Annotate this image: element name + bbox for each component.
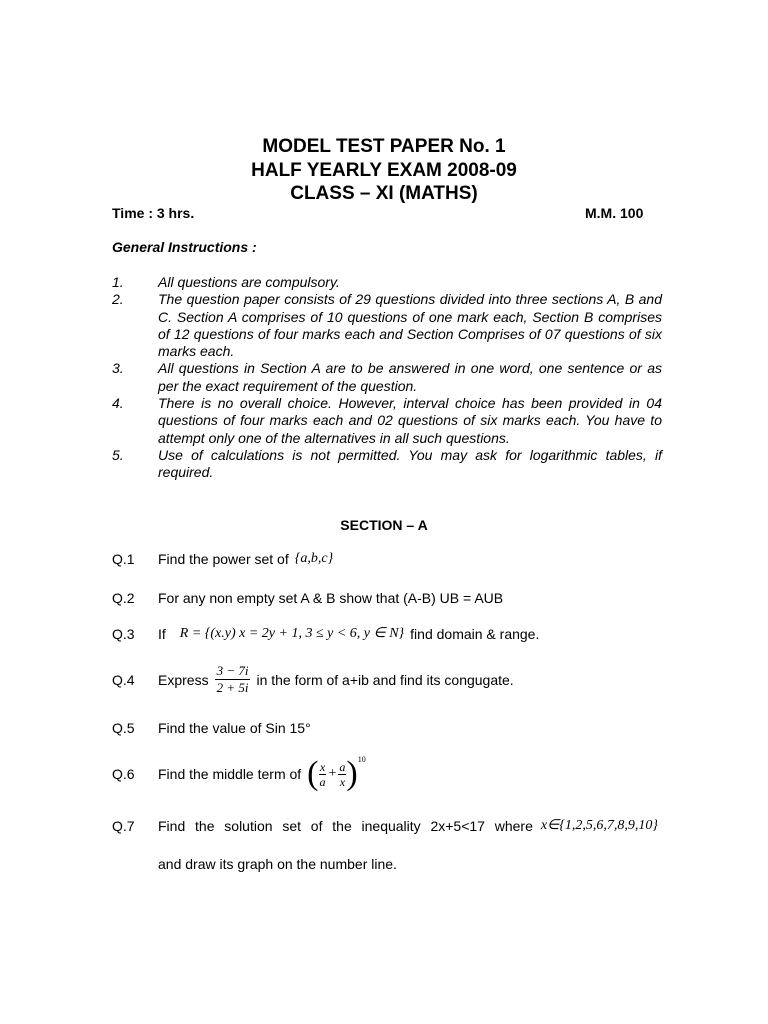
- instruction-number: 4.: [112, 395, 124, 412]
- instruction-item: [112, 447, 662, 482]
- instruction-text: All questions in Section A are to be answered in one word, one sentence or as per the exact requirement of the question.: [158, 360, 662, 394]
- question-text: For any non empty set A & B show that (A-B) UB = AUB: [158, 590, 504, 606]
- fraction-numerator: 3 − 7i: [216, 663, 249, 678]
- instruction-number: 3.: [112, 360, 124, 377]
- question-2: [112, 590, 503, 606]
- question-7-continued: [158, 856, 397, 872]
- question-number: Q.5: [112, 720, 135, 736]
- max-marks-label: M.M. 100: [585, 205, 644, 221]
- set-expression: x∈{1,2,5,6,7,8,9,10}: [540, 818, 658, 833]
- time-label: Time : 3 hrs.: [112, 205, 195, 221]
- right-paren: ): [346, 755, 358, 792]
- relation-expression: R = {(x.y) x = 2y + 1, 3 ≤ y < 6, y ∈ N}: [179, 626, 405, 641]
- question-suffix: find domain & range.: [410, 625, 540, 642]
- question-text: Find the solution set of the inequality 2x+5<17 where: [158, 817, 533, 834]
- question-number: Q.4: [112, 671, 135, 688]
- question-text: Find the value of Sin 15°: [158, 720, 311, 736]
- complex-fraction: [215, 663, 251, 696]
- question-prefix: Express: [158, 671, 209, 688]
- question-number: Q.2: [112, 590, 135, 606]
- instruction-item: [112, 291, 662, 360]
- question-6: [112, 757, 366, 791]
- paper-title: MODEL TEST PAPER No. 1: [262, 136, 506, 157]
- exam-title: HALF YEARLY EXAM 2008-09: [251, 160, 517, 181]
- question-suffix: in the form of a+ib and find its congugate.: [256, 671, 514, 688]
- question-text: Find the middle term of: [158, 766, 302, 782]
- instruction-item: [112, 360, 662, 395]
- instruction-number: 2.: [112, 291, 124, 308]
- instructions-heading: General Instructions :: [112, 239, 257, 255]
- question-5: [112, 720, 311, 736]
- fraction-a-over-x: $\frac{a}{x}$: [339, 759, 346, 789]
- left-paren: (: [307, 755, 319, 792]
- question-3: [112, 625, 539, 642]
- section-heading: SECTION – A: [340, 517, 428, 533]
- question-prefix: If: [158, 625, 166, 642]
- fraction-x-over-a: $\frac{x}{a}$: [319, 759, 326, 789]
- instruction-text: All questions are compulsory.: [158, 274, 340, 290]
- set-expression: {a,b,c}: [294, 551, 334, 566]
- instruction-text: The question paper consists of 29 questions divided into three sections A, B and C. Section A comprises of 10 questions of one mark each, Section B comprises of 12 questions of four marks each and Section Comprises of 07 questions of six marks each.: [158, 291, 662, 360]
- plus-sign: +: [328, 766, 337, 781]
- binomial-expression: [307, 757, 366, 791]
- instruction-text: Use of calculations is not permitted. You may ask for logarithmic tables, if required.: [158, 446, 662, 481]
- question-number: Q.3: [112, 625, 135, 642]
- question-4: [112, 663, 514, 696]
- question-1: [112, 551, 333, 567]
- question-7: [112, 817, 658, 834]
- instruction-item: [112, 274, 662, 291]
- instructions-list: [112, 274, 662, 482]
- question-number: Q.6: [112, 766, 135, 782]
- exponent: 10: [357, 755, 366, 764]
- instruction-number: 1.: [112, 274, 124, 290]
- instruction-text: There is no overall choice. However, interval choice has been provided in 04 questions of four marks each and 02 questions of six marks each. You have to attempt only one of the alternatives in all such questions.: [158, 395, 662, 446]
- question-number: Q.1: [112, 551, 135, 567]
- question-text: and draw its graph on the number line.: [158, 856, 397, 872]
- class-title: CLASS – XI (MATHS): [290, 183, 478, 204]
- instruction-number: 5.: [112, 446, 124, 463]
- question-number: Q.7: [112, 817, 135, 834]
- fraction-denominator: 2 + 5i: [216, 680, 249, 695]
- question-text: Find the power set of: [158, 551, 289, 567]
- instruction-item: [112, 395, 662, 447]
